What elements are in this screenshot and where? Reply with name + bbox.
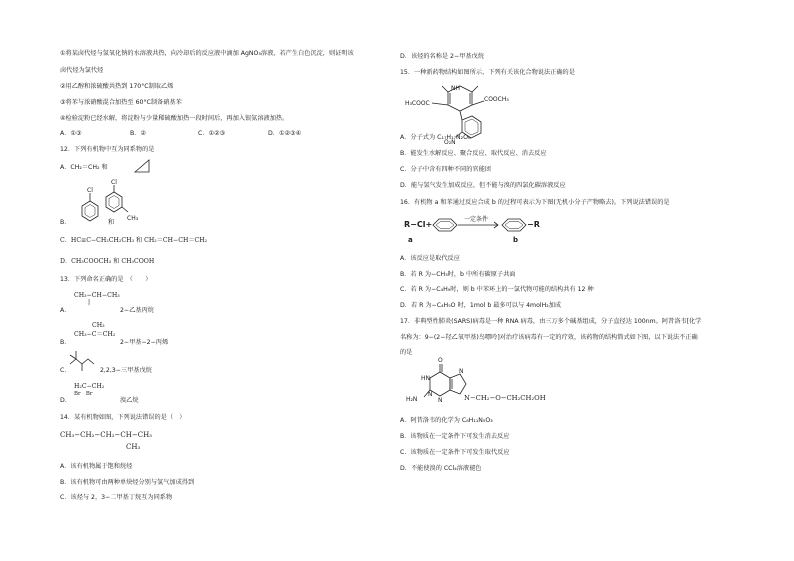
- q11-choice-b: B．②: [130, 130, 146, 137]
- q17-stem-line3: 的是: [400, 349, 413, 356]
- q13-b-top: CH₃: [92, 322, 105, 329]
- q13-d-structure: H₂C−CH₂: [74, 383, 105, 390]
- q11-option-1-line1: ①将某卤代烃与氢氧化钠的水溶液共热，向冷却后的反应液中滴加 AgNO₃溶液，若产生白色沉淀，则证明该: [60, 50, 354, 57]
- q15-stem: 15．一种新药物结构如图所示，下列有关该化合物说法正确的是: [400, 69, 575, 76]
- q12-option-b: B．: [60, 219, 71, 226]
- q13-option-c: C．: [60, 367, 71, 374]
- q17-option-d: D．不能使溴的 CCl₄溶液褪色: [400, 465, 482, 472]
- q15-option-b: B．能发生水解反应、聚合反应、取代反应、消去反应: [400, 150, 547, 157]
- q17-option-a: A．阿昔洛韦的化学为 C₈H₁₁N₅O₃: [400, 417, 493, 424]
- q15-structure: [400, 0, 735, 561]
- q15-option-a: A．分子式为 C₁₇H₁₇N₂O₆: [400, 134, 471, 141]
- q14-option-c: C．该烃与 2，3−二甲基丁烷互为同系物: [60, 494, 173, 501]
- q17-label-chain: N−CH₂−O−CH₂CH₂OH: [464, 394, 546, 402]
- product-benzene-ring: [502, 219, 526, 231]
- q12-option-b-and: 和: [108, 219, 115, 226]
- q15-option-d: D．能与氢气发生加成反应，但不能与溴的四氯化碳溶液反应: [400, 182, 566, 189]
- q13-option-d: D．: [60, 397, 71, 404]
- q11-option-2: ②用乙醇和浓硫酸共热到 170°C制取乙烯: [60, 83, 174, 90]
- q12-b-cl1: Cl: [87, 187, 93, 194]
- q13-option-b: B．: [60, 339, 71, 346]
- q16-stem: 16．有机物 a 和苯通过反应合成 b 的过程可表示为下图(无机小分子产物略去)。下列说法错误的是: [400, 199, 670, 206]
- q11-option-1-line2: 卤代烃为氯代烃: [60, 67, 104, 74]
- q12-b-ch3: CH₃: [127, 215, 139, 222]
- q14-structure: CH₃−CH₂−CH₂−CH−CH₃: [60, 431, 152, 439]
- trimethylpentane-skeleton: [70, 359, 94, 364]
- q13-d-substituents: Br Br: [74, 391, 93, 397]
- q12-stem: 12．下列有机物中互为同系物的是: [60, 146, 155, 153]
- q17-label-n1: N: [459, 368, 464, 375]
- q13-c-name: 2,2,3−三甲基戊烷: [100, 367, 152, 374]
- q17-option-b: B．该物质在一定条件下可发生消去反应: [400, 433, 510, 440]
- q11-choice-a: A．①③: [60, 130, 82, 137]
- q13-a-name: 2−乙基丙烷: [120, 307, 154, 314]
- q13-b-structure: CH₃−C＝CH₂: [74, 331, 116, 338]
- q17-label-n2: N: [428, 391, 433, 398]
- q13-a-substituent: |: [88, 299, 91, 306]
- q11-choice-c: C．①②③: [198, 130, 226, 137]
- q16-option-c: C．若 R 为−C₄H₉时，则 b 中苯环上的一氯代物可能的结构共有 12 种: [400, 286, 594, 293]
- q12-option-d: D．CH₃COOCH₃ 和 CH₃COOH: [60, 258, 155, 265]
- q13-option-a: A．: [60, 307, 71, 314]
- q13-a-structure: CH₃−CH−CH₃: [74, 292, 120, 299]
- q16-option-a: A．该反应是取代反应: [400, 255, 460, 262]
- q12-option-c: C．HC≡C−CH₂CH₂CH₃ 和 CH₂＝CH−CH＝CH₂: [60, 237, 208, 244]
- benzene-ring: [433, 219, 457, 231]
- q14-stem: 14．某有机物如图，下列说法错误的是（ ）: [60, 414, 186, 421]
- q15-label-right-ester: COOCH₃: [484, 96, 509, 103]
- q15-label-nitro: O₂N: [444, 139, 456, 146]
- q14-substituent: CH₃: [126, 443, 141, 451]
- purine-six-ring: [430, 372, 450, 396]
- q13-b-name: 2−甲基−2−丙烯: [120, 339, 169, 346]
- q12-b-cl2: Cl: [111, 179, 117, 186]
- q12-option-a: A．CH₂＝CH₂ 和: [60, 164, 108, 171]
- q13-d-name: 溴乙烷: [120, 397, 139, 404]
- q17-label-o: O: [438, 357, 443, 364]
- q14-option-d: D．该烃的名称是 2−甲基戊烷: [400, 53, 484, 60]
- q16-label-rcl: R−Cl+: [404, 220, 433, 229]
- q17-label-n3: N: [438, 397, 443, 404]
- cyclopropane-icon: [135, 160, 149, 172]
- q16-option-b: B．若 R 为−CH₃时，b 中所有碳原子共面: [400, 271, 516, 278]
- q16-label-b: b: [513, 236, 519, 244]
- q11-option-3: ③将苯与浓硝酸混合加热至 60°C制备硝基苯: [60, 99, 182, 106]
- q17-stem-line2: 名称为：9−(2−羟乙氧甲基)鸟嘌呤]对治疗该病毒有一定的疗效，该药物的结构简式如下图，以下说法不正确: [400, 334, 698, 341]
- q14-option-b: B．该有机物可由两种单炔烃分别与氢气加成得到: [60, 479, 195, 486]
- q11-option-4: ④检验淀粉已经水解，将淀粉与少量稀硫酸加热一段时间后，再加入银氨溶液加热。: [60, 115, 289, 122]
- q15-label-nh: NH: [451, 85, 460, 92]
- chlorotoluene-ring: [106, 192, 122, 212]
- q16-option-d: D．若 R 为−C₄H₅O 时，1mol b 最多可以与 4molH₂加成: [400, 302, 562, 309]
- q16-label-r: −R: [527, 220, 540, 229]
- q17-label-hn: HN: [421, 375, 430, 382]
- q11-choice-d: D．①②③④: [268, 130, 302, 137]
- q16-label-condition: 一定条件: [464, 216, 489, 223]
- q17-label-h2n: H₂N: [406, 396, 418, 403]
- q17-stem-line1: 17．非典型性肺炎(SARS)病毒是一种 RNA 病毒，由三万多个碱基组成，分子直径达 100nm。阿昔洛韦[化学: [400, 318, 702, 325]
- q17-option-c: C．该物质在一定条件下可发生取代反应: [400, 449, 510, 456]
- q16-label-a: a: [408, 236, 413, 244]
- chlorobenzene-ring: [82, 201, 98, 221]
- q13-stem: 13．下列命名正确的是 （ ）: [60, 276, 152, 283]
- q15-option-c: C．分子中含有四种不同的官能团: [400, 166, 491, 173]
- q14-option-a: A．该有机物属于饱和烷烃: [60, 463, 133, 470]
- q15-label-left-ester: H₃COOC: [405, 100, 430, 107]
